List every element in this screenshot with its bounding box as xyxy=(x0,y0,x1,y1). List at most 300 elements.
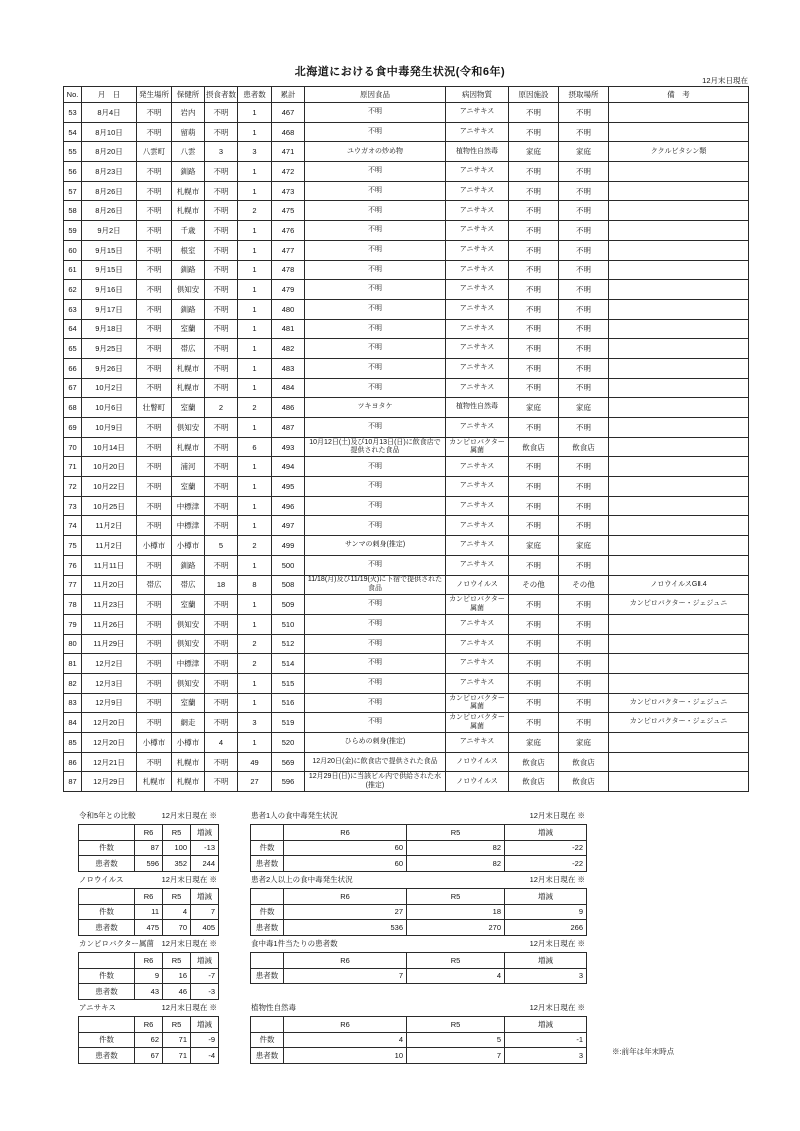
table-cell: 9月26日 xyxy=(82,358,137,378)
table-cell: 不明 xyxy=(509,634,559,654)
summary-table xyxy=(78,952,219,1000)
table-cell: 9 xyxy=(135,968,163,984)
table-cell: 不明 xyxy=(509,240,559,260)
table-cell: その他 xyxy=(509,575,559,595)
table-cell: 不明 xyxy=(509,713,559,733)
table-cell: -22 xyxy=(505,840,587,856)
table-cell: 11月26日 xyxy=(82,614,137,634)
table-cell: 家庭 xyxy=(509,142,559,162)
table-cell: 室蘭 xyxy=(172,398,205,418)
table-cell xyxy=(609,319,749,339)
table-cell: 61 xyxy=(64,260,82,280)
table-cell xyxy=(251,1017,284,1033)
table-cell: 9月2日 xyxy=(82,221,137,241)
table-cell: 3 xyxy=(238,713,272,733)
table-cell: 266 xyxy=(505,920,587,936)
table-cell: 1 xyxy=(238,477,272,497)
table-cell: 11 xyxy=(135,904,163,920)
table-cell: 飲食店 xyxy=(509,772,559,792)
table-cell: 不明 xyxy=(205,457,238,477)
table-row xyxy=(64,201,749,221)
table-cell: 9月17日 xyxy=(82,299,137,319)
table-cell: 74 xyxy=(64,516,82,536)
table-cell: 不明 xyxy=(509,358,559,378)
table-cell: 不明 xyxy=(305,516,446,536)
table-cell: 不明 xyxy=(559,339,609,359)
table-cell: 不明 xyxy=(509,280,559,300)
table-row xyxy=(64,299,749,319)
table-cell: 270 xyxy=(407,920,505,936)
table-cell: 不明 xyxy=(559,516,609,536)
table-cell: 不明 xyxy=(509,418,559,438)
table-cell: 不明 xyxy=(559,280,609,300)
table-cell: 不明 xyxy=(137,496,172,516)
table-cell: 不明 xyxy=(137,634,172,654)
table-cell: 不明 xyxy=(305,122,446,142)
table-cell: 留萌 xyxy=(172,122,205,142)
table-cell: R6 xyxy=(284,889,407,905)
table-cell: 飲食店 xyxy=(509,752,559,772)
table-cell: 12月20日 xyxy=(82,733,137,753)
column-header-intake-place: 摂取場所 xyxy=(559,87,609,103)
table-cell: ノロウイルス xyxy=(446,772,509,792)
table-cell: 不明 xyxy=(205,378,238,398)
table-cell: 患者数 xyxy=(251,968,284,984)
table-row xyxy=(64,693,749,713)
table-cell: カンピロバクター属菌 xyxy=(446,595,509,615)
table-cell xyxy=(609,733,749,753)
table-row xyxy=(64,477,749,497)
summary-norovirus-block xyxy=(78,874,218,936)
table-cell: アニサキス xyxy=(446,103,509,123)
table-cell: 不明 xyxy=(559,378,609,398)
table-cell: 3 xyxy=(205,142,238,162)
table-cell: 不明 xyxy=(559,122,609,142)
table-cell: R5 xyxy=(163,1017,191,1033)
table-cell: 中標津 xyxy=(172,496,205,516)
table-cell: ノロウイルス xyxy=(446,575,509,595)
table-cell: 不明 xyxy=(137,358,172,378)
table-cell: 不明 xyxy=(559,713,609,733)
table-cell: 60 xyxy=(284,856,407,872)
table-cell: 1 xyxy=(238,221,272,241)
table-cell: 不明 xyxy=(559,240,609,260)
table-cell: 519 xyxy=(272,713,305,733)
table-cell: 486 xyxy=(272,398,305,418)
table-cell: 10月9日 xyxy=(82,418,137,438)
table-cell: 69 xyxy=(64,418,82,438)
table-cell: 2 xyxy=(238,201,272,221)
table-cell xyxy=(251,953,284,969)
table-cell: 497 xyxy=(272,516,305,536)
table-cell: 1 xyxy=(238,181,272,201)
table-row xyxy=(64,654,749,674)
table-row xyxy=(64,221,749,241)
table-cell: 札幌市 xyxy=(172,201,205,221)
table-cell: 494 xyxy=(272,457,305,477)
table-cell: 475 xyxy=(135,920,163,936)
table-cell xyxy=(609,378,749,398)
table-cell: 不明 xyxy=(305,280,446,300)
table-cell: 件数 xyxy=(251,1032,284,1048)
table-cell: アニサキス xyxy=(446,536,509,556)
table-cell: 不明 xyxy=(509,378,559,398)
table-row xyxy=(79,856,219,872)
table-cell: 8月26日 xyxy=(82,201,137,221)
table-cell: 不明 xyxy=(137,418,172,438)
table-cell: 根室 xyxy=(172,240,205,260)
table-row xyxy=(64,536,749,556)
table-cell: 不明 xyxy=(305,240,446,260)
table-cell: R5 xyxy=(407,953,505,969)
table-cell: 件数 xyxy=(79,904,135,920)
table-row xyxy=(251,825,587,841)
table-cell: アニサキス xyxy=(446,181,509,201)
table-cell: 71 xyxy=(64,457,82,477)
table-cell: ユウガオの炒め物 xyxy=(305,142,446,162)
table-cell: 75 xyxy=(64,536,82,556)
summary-date-note: 12月末日現在 ※ xyxy=(161,939,217,948)
table-cell: アニサキス xyxy=(446,260,509,280)
table-cell: 2 xyxy=(238,654,272,674)
table-cell: 不明 xyxy=(205,162,238,182)
table-cell: 1 xyxy=(238,418,272,438)
table-cell: 八雲 xyxy=(172,142,205,162)
table-cell: 件数 xyxy=(79,968,135,984)
table-cell: 9月18日 xyxy=(82,319,137,339)
column-header-eaters: 摂食者数 xyxy=(205,87,238,103)
table-cell: 1 xyxy=(238,319,272,339)
table-cell: 516 xyxy=(272,693,305,713)
table-cell: 11月2日 xyxy=(82,516,137,536)
table-cell: 不明 xyxy=(137,122,172,142)
table-cell: 不明 xyxy=(205,280,238,300)
table-cell: 不明 xyxy=(205,614,238,634)
summary-title: 令和5年との比較 xyxy=(79,811,136,820)
table-cell: 不明 xyxy=(305,221,446,241)
table-cell xyxy=(609,280,749,300)
table-cell: 1 xyxy=(238,103,272,123)
table-cell: 5 xyxy=(407,1032,505,1048)
table-cell: 1 xyxy=(238,457,272,477)
table-cell: 不明 xyxy=(137,240,172,260)
table-cell: 不明 xyxy=(305,201,446,221)
table-cell: 増減 xyxy=(191,825,219,841)
table-cell: 帯広 xyxy=(137,575,172,595)
table-cell: 70 xyxy=(64,437,82,457)
table-cell: 55 xyxy=(64,142,82,162)
table-cell: 不明 xyxy=(559,319,609,339)
table-cell: 増減 xyxy=(191,953,219,969)
table-cell: 不明 xyxy=(509,339,559,359)
table-row xyxy=(64,595,749,615)
table-cell: 不明 xyxy=(305,162,446,182)
table-cell: 87 xyxy=(135,840,163,856)
table-cell: 475 xyxy=(272,201,305,221)
table-cell: 患者数 xyxy=(79,856,135,872)
table-cell: 569 xyxy=(272,752,305,772)
summary-multi-patient-block xyxy=(250,874,586,936)
table-cell: 1 xyxy=(238,673,272,693)
table-cell xyxy=(609,339,749,359)
table-cell: 78 xyxy=(64,595,82,615)
table-cell: 不明 xyxy=(509,299,559,319)
incident-table-body xyxy=(64,103,749,792)
table-cell: 9月15日 xyxy=(82,260,137,280)
table-cell xyxy=(609,516,749,536)
table-cell: 不明 xyxy=(305,319,446,339)
table-row xyxy=(64,772,749,792)
table-cell: 82 xyxy=(407,856,505,872)
table-cell: 12月20日 xyxy=(82,713,137,733)
table-cell: 不明 xyxy=(137,181,172,201)
table-cell: 不明 xyxy=(137,693,172,713)
table-row xyxy=(79,904,219,920)
table-cell xyxy=(79,889,135,905)
table-cell: 1 xyxy=(238,693,272,713)
summary-title: カンピロバクター属菌 xyxy=(79,939,154,948)
table-cell: 家庭 xyxy=(559,733,609,753)
table-cell: 増減 xyxy=(505,1017,587,1033)
table-row xyxy=(79,1017,219,1033)
table-cell: 481 xyxy=(272,319,305,339)
table-cell: 不明 xyxy=(559,299,609,319)
table-cell: 10月20日 xyxy=(82,457,137,477)
table-cell: 1 xyxy=(238,162,272,182)
table-cell: 不明 xyxy=(205,713,238,733)
table-cell: 不明 xyxy=(305,358,446,378)
table-cell: 釧路 xyxy=(172,162,205,182)
table-cell: 不明 xyxy=(305,555,446,575)
table-cell: 室蘭 xyxy=(172,693,205,713)
table-cell: R5 xyxy=(407,1017,505,1033)
table-cell: カンピロバクター・ジェジュニ xyxy=(609,693,749,713)
summary-title: 患者2人以上の食中毒発生状況 xyxy=(251,875,353,884)
table-cell: 1 xyxy=(238,516,272,536)
table-row xyxy=(64,496,749,516)
table-cell: 9月15日 xyxy=(82,240,137,260)
table-cell: 家庭 xyxy=(509,536,559,556)
table-cell: 不明 xyxy=(205,437,238,457)
table-cell: 3 xyxy=(505,968,587,984)
table-cell: R5 xyxy=(163,825,191,841)
table-cell xyxy=(609,457,749,477)
table-cell: 中標津 xyxy=(172,654,205,674)
table-cell: 11月29日 xyxy=(82,634,137,654)
table-cell: 不明 xyxy=(509,516,559,536)
table-cell: 1 xyxy=(238,733,272,753)
table-cell: 8月10日 xyxy=(82,122,137,142)
table-row xyxy=(251,968,587,984)
table-cell: 520 xyxy=(272,733,305,753)
table-cell: 11月23日 xyxy=(82,595,137,615)
table-cell: 8月23日 xyxy=(82,162,137,182)
table-cell: 72 xyxy=(64,477,82,497)
table-cell: 9月25日 xyxy=(82,339,137,359)
table-cell: 不明 xyxy=(205,477,238,497)
table-cell: 室蘭 xyxy=(172,477,205,497)
table-cell xyxy=(609,673,749,693)
table-cell: 1 xyxy=(238,299,272,319)
table-cell: カンピロバクター・ジェジュニ xyxy=(609,595,749,615)
table-row xyxy=(64,319,749,339)
table-cell: その他 xyxy=(559,575,609,595)
table-cell: 60 xyxy=(64,240,82,260)
table-row xyxy=(64,181,749,201)
table-cell: 83 xyxy=(64,693,82,713)
table-cell: 86 xyxy=(64,752,82,772)
table-cell: 4 xyxy=(205,733,238,753)
table-cell: 58 xyxy=(64,201,82,221)
table-cell xyxy=(609,752,749,772)
table-cell xyxy=(251,889,284,905)
table-cell: アニサキス xyxy=(446,555,509,575)
table-row xyxy=(251,1048,587,1064)
table-cell: 不明 xyxy=(509,595,559,615)
table-cell xyxy=(609,654,749,674)
table-cell: カンピロバクター属菌 xyxy=(446,693,509,713)
table-cell: ククルビタシン類 xyxy=(609,142,749,162)
table-cell: 不明 xyxy=(559,496,609,516)
table-cell: R5 xyxy=(407,889,505,905)
table-cell: 不明 xyxy=(137,260,172,280)
table-cell: 1 xyxy=(238,339,272,359)
table-cell: 室蘭 xyxy=(172,319,205,339)
table-cell: 不明 xyxy=(137,654,172,674)
table-cell: 10月22日 xyxy=(82,477,137,497)
table-cell: 不明 xyxy=(305,595,446,615)
table-cell: 壮瞥町 xyxy=(137,398,172,418)
table-cell: アニサキス xyxy=(446,614,509,634)
table-cell: 倶知安 xyxy=(172,614,205,634)
table-cell xyxy=(251,825,284,841)
table-cell: 82 xyxy=(64,673,82,693)
table-cell: 87 xyxy=(64,772,82,792)
table-cell: 不明 xyxy=(137,299,172,319)
table-row xyxy=(79,889,219,905)
table-cell: 不明 xyxy=(559,221,609,241)
table-cell: 不明 xyxy=(137,437,172,457)
table-cell: 患者数 xyxy=(79,984,135,1000)
table-cell: 4 xyxy=(407,968,505,984)
table-row xyxy=(79,920,219,936)
table-cell: 53 xyxy=(64,103,82,123)
table-cell: 札幌市 xyxy=(172,378,205,398)
table-row xyxy=(64,378,749,398)
table-cell: 不明 xyxy=(205,752,238,772)
table-cell: 不明 xyxy=(305,418,446,438)
table-cell xyxy=(609,201,749,221)
table-row xyxy=(79,840,219,856)
table-cell: 27 xyxy=(238,772,272,792)
table-cell: 10月14日 xyxy=(82,437,137,457)
table-cell: 1 xyxy=(238,378,272,398)
table-cell: 不明 xyxy=(137,280,172,300)
table-cell: 8 xyxy=(238,575,272,595)
table-cell: ひらめの刺身(推定) xyxy=(305,733,446,753)
table-cell: 網走 xyxy=(172,713,205,733)
table-cell: アニサキス xyxy=(446,299,509,319)
table-cell: 49 xyxy=(238,752,272,772)
table-cell: 岩内 xyxy=(172,103,205,123)
table-cell: 患者数 xyxy=(251,920,284,936)
table-cell: 釧路 xyxy=(172,555,205,575)
table-cell: 484 xyxy=(272,378,305,398)
table-row xyxy=(64,260,749,280)
table-cell: 496 xyxy=(272,496,305,516)
table-cell: 不明 xyxy=(137,221,172,241)
table-cell: 63 xyxy=(64,299,82,319)
table-cell: 2 xyxy=(238,536,272,556)
table-cell: 12月29日 xyxy=(82,772,137,792)
table-cell: 9 xyxy=(505,904,587,920)
table-cell: 7 xyxy=(407,1048,505,1064)
table-cell: 67 xyxy=(135,1048,163,1064)
table-row xyxy=(64,673,749,693)
table-cell: 不明 xyxy=(509,103,559,123)
table-cell: 件数 xyxy=(251,840,284,856)
summary-title: 食中毒1件当たりの患者数 xyxy=(251,939,338,948)
table-cell: 77 xyxy=(64,575,82,595)
table-cell: R6 xyxy=(284,1017,407,1033)
table-cell: 不明 xyxy=(559,103,609,123)
table-cell: 7 xyxy=(284,968,407,984)
summary-table xyxy=(78,888,219,936)
table-cell: 10月25日 xyxy=(82,496,137,516)
table-cell: 不明 xyxy=(205,122,238,142)
table-cell: 倶知安 xyxy=(172,634,205,654)
table-cell: アニサキス xyxy=(446,319,509,339)
table-cell: アニサキス xyxy=(446,673,509,693)
column-header-causal-agent: 病因物質 xyxy=(446,87,509,103)
table-cell: 514 xyxy=(272,654,305,674)
table-cell: 1 xyxy=(238,122,272,142)
table-cell: 家庭 xyxy=(559,398,609,418)
summary-plant-toxin-block xyxy=(250,1002,586,1064)
table-cell xyxy=(609,555,749,575)
table-cell: 477 xyxy=(272,240,305,260)
summary-table xyxy=(78,1016,219,1064)
table-cell: 増減 xyxy=(505,889,587,905)
table-cell xyxy=(609,772,749,792)
table-cell: 476 xyxy=(272,221,305,241)
table-cell: 不明 xyxy=(205,654,238,674)
table-cell: R6 xyxy=(284,953,407,969)
table-cell: 不明 xyxy=(509,319,559,339)
table-row xyxy=(64,162,749,182)
summary-table xyxy=(78,824,219,872)
table-cell: 62 xyxy=(64,280,82,300)
summary-campylobacter-block xyxy=(78,938,218,1000)
incident-table xyxy=(63,86,749,792)
table-cell: 不明 xyxy=(509,693,559,713)
table-cell: 不明 xyxy=(509,162,559,182)
table-cell: 不明 xyxy=(137,162,172,182)
column-header-cumulative: 累計 xyxy=(272,87,305,103)
table-cell: 11/18(月)及び11/19(火)に下宿で提供された食品 xyxy=(305,575,446,595)
table-cell: 不明 xyxy=(305,339,446,359)
table-cell: 510 xyxy=(272,614,305,634)
table-cell: カンピロバクター属菌 xyxy=(446,437,509,457)
table-cell: 596 xyxy=(272,772,305,792)
table-row xyxy=(64,280,749,300)
table-row xyxy=(64,103,749,123)
table-row xyxy=(64,398,749,418)
table-cell: 不明 xyxy=(137,201,172,221)
table-cell: 八雲町 xyxy=(137,142,172,162)
table-cell: アニサキス xyxy=(446,358,509,378)
table-row xyxy=(79,953,219,969)
